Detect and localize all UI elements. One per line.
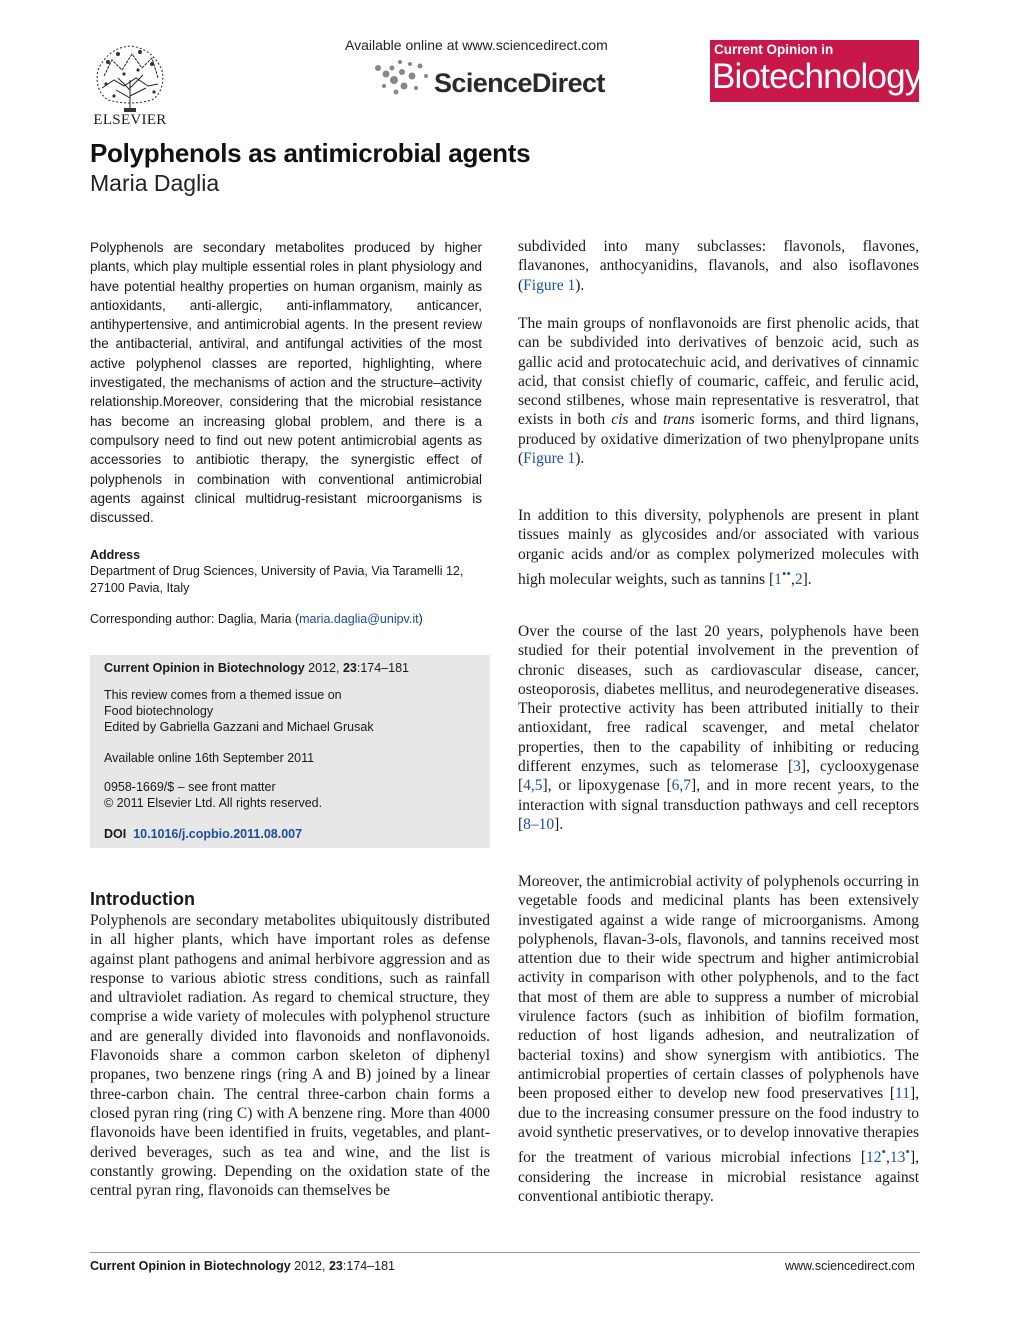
footer-volume: 23 [328,1259,343,1273]
infobox-copyright: © 2011 Elsevier Ltd. All rights reserved. [104,796,323,810]
right-paragraph-1 [518,237,919,295]
available-online-text: Available online at www.sciencedirect.com [345,37,608,53]
abstract: Polyphenols are secondary metabolites produced by higher plants, which play multiple essential roles in plant physiology and have potential healthy properties on human organism, mainly as antioxidants, anti-allergic, anti-inflammatory, anticancer, antihypertensive, and antimicrobial agents. In the present review the antibacterial, antiviral, and antifungal activities of the most active polyphenol classes are reported, highlighting, where investigated, the mechanisms of action and the structure–activity relationship.Moreover, considering that the microbial resistance has become an increasing global problem, and there is a compulsory need to find out new potent antimicrobial agents as accessories to antibiotic therapy, the synergistic effect of polyphenols in combination with conventional antimicrobial agents against clinical multidrug-resistant microorganisms is discussed. [90,240,482,526]
right-paragraph-4 [518,622,919,834]
elsevier-logo [88,40,172,130]
corresponding-prefix: Corresponding author: Daglia, Maria ( [90,612,300,626]
p4-text-b: ], cyclooxygenase [ [518,758,919,795]
footer-url-link[interactable]: www.sciencedirect.com [785,1259,915,1273]
author-email-link[interactable]: maria.daglia@unipv.it [299,612,419,626]
infobox-theme-name: Food biotechnology [104,704,214,718]
p4-text-a: Over the course of the last 20 years, polyphenols have been studied for their potential involvement in the prevention of chronic diseases, such as cardiovascular disease, cancer, osteoporosis, diabetes mellitus, and neurodegenerative diseases. Their protective activity has been attributed initially to their antioxidant, free radical scavenger, and metal chelator properties, then to the capability of inhibiting or reducing different enzymes, such as telomerase [ [518,623,919,776]
infobox-editors: Edited by Gabriella Gazzani and Michael Grusak [104,720,374,734]
p5-text-a: Moreover, the antimicrobial activity of polyphenols occurring in vegetable foods and medicinal plants has been extensively investigated against a wide range of microorganisms. Among polyphenols, flavan-3-ols, flavonols, and tannins received most attention due to their wide spectrum and higher antimicrobial activity in comparison with other polyphenols, and to the fact that most of them are able to suppress a number of microbial virulence factors (such as inhibition of biofilm formation, reduction of host ligands adhesion, and neutralization of bacterial toxins) and show synergism with antibiotics. The antimicrobial properties of certain classes of polyphenols have been proposed either to develop new food preservatives [ [518,873,919,1103]
address-label: Address [90,548,141,562]
ref-13-marker: • [905,1144,910,1160]
article-title: Polyphenols as antimicrobial agents [90,138,531,168]
p2-end: ). [575,450,585,468]
right-paragraph-3 [518,506,919,589]
p3-text: In addition to this diversity, polyphenols are present in plant tissues mainly as glycosides and/or associated with various organic acids and/or as complex polymerized molecules with high molecular weights, such as tannins [ [518,507,919,589]
footer-year: 2012, [294,1259,326,1273]
ref-2-link[interactable]: 2 [794,571,803,589]
figure-1-link[interactable]: Figure 1 [523,276,576,294]
section-heading-introduction: Introduction [90,889,195,909]
right-paragraph-5 [518,872,919,1206]
p2-cis: cis [611,411,629,429]
sciencedirect-wordmark: ScienceDirect [434,68,605,98]
infobox-citation [104,660,409,676]
infobox-pages: :174–181 [356,661,409,675]
infobox-themed-line: This review comes from a themed issue on [104,688,342,702]
address-line-1: Department of Drug Sciences, University of Pavia, Via Taramelli 12, [90,564,464,578]
journal-banner-name: Biotechnology [712,57,922,96]
infobox-theme [104,687,374,735]
infobox-volume: 23 [342,661,357,675]
ref-1-marker: •• [781,565,791,581]
p3-end: ]. [802,571,812,589]
footer-divider [90,1252,920,1253]
sciencedirect-dots-icon [370,58,432,100]
ref-1-link[interactable]: 1 [774,571,782,589]
p5-text-b: ], due to the increasing consumer pressure on the food industry to avoid synthetic preservatives, or to develop innovative therapies for the treatment of various microbial infections [ [518,1085,919,1167]
p2-text-b: isomeric forms, and third lignans, produced by oxidative dimerization of two phenylpropane units ( [518,411,919,468]
figure-1-link[interactable]: Figure 1 [523,450,576,468]
corresponding-author [90,612,423,626]
address-line-2: 27100 Pavia, Italy [90,581,190,595]
p1-text: subdivided into many subclasses: flavonols, flavones, flavanones, anthocyanidins, flavanols, and also isoflavones ( [518,238,919,294]
publisher-name: ELSEVIER [93,112,167,128]
ref-8-10-link[interactable]: 8–10 [523,815,555,833]
infobox-doi [104,826,302,842]
ref-11-link[interactable]: 11 [895,1085,910,1103]
intro-paragraph: Polyphenols are secondary metabolites ubiquitously distributed in all higher plants, which have important roles as defense against plant pathogens and animal herbivore aggression and as response to various abiotic stress conditions, such as rainfall and ultraviolet radiation. As regard to chemical structure, they comprise a wide variety of molecules with polyphenol structure and are generally divided into flavonoids and nonflavonoids. Flavonoids share a common carbon skeleton of diphenyl propanes, two benzene rings (ring A and B) joined by a linear three-carbon chain. The central three-carbon chain forms a closed pyran ring (ring C) with A benzene ring. More than 4000 flavonoids have been identified in fruits, vegetables, and plant-derived beverages, such as tea and wine, and the list is constantly growing. Depending on the oxidation state of the central pyran ring, flavonoids can themselves be [90,912,490,1200]
ref-6-7-link[interactable]: 6,7 [671,777,692,795]
infobox-year: 2012, [308,661,340,675]
ref-13-link[interactable]: 13 [889,1149,906,1167]
address-text [90,563,490,597]
ref-12-link[interactable]: 12 [866,1149,882,1167]
footer-journal: Current Opinion in Biotechnology [90,1259,291,1273]
p4-end: ]. [554,815,564,833]
p3-sep: , [790,571,795,589]
p2-and: and [628,411,663,429]
infobox-rights [104,779,322,811]
right-paragraph-2 [518,314,919,468]
p4-text-c: ], or lipoxygenase [ [542,777,672,795]
p4-text-d: ], and in more recent years, to the interaction with signal transduction pathways and cell receptors [ [518,777,919,833]
ref-4-5-link[interactable]: 4,5 [523,777,543,795]
p2-text-a: The main groups of nonflavonoids are first phenolic acids, that can be subdivided into derivatives of benzoic acid, such as gallic acid and protocatechuic acid, and derivatives of cinnamic acid, that consist chiefly of coumaric, caffeic, and ferulic acid, second stilbenes, whose main representative is resveratrol, that exists in both [518,315,919,429]
corresponding-suffix: ) [418,612,423,626]
infobox-available: Available online 16th September 2011 [104,751,315,765]
p1-end: ). [575,276,585,294]
p5-sep: , [886,1149,890,1167]
infobox-journal: Current Opinion in Biotechnology [104,661,305,675]
doi-label: DOI [104,827,127,841]
doi-link[interactable]: 10.1016/j.copbio.2011.08.007 [133,827,303,841]
ref-3-link[interactable]: 3 [793,758,801,776]
article-author: Maria Daglia [90,170,220,196]
infobox-issn: 0958-1669/$ – see front matter [104,780,276,794]
ref-12-marker: • [881,1144,887,1160]
p5-text-c: ], considering the increase in microbial resistance against conventional antibiotic therapy. [518,1149,919,1205]
footer-pages: :174–181 [342,1259,395,1273]
journal-banner-top: Current Opinion in [714,42,834,57]
footer-citation [90,1259,395,1273]
p2-trans: trans [662,411,695,429]
